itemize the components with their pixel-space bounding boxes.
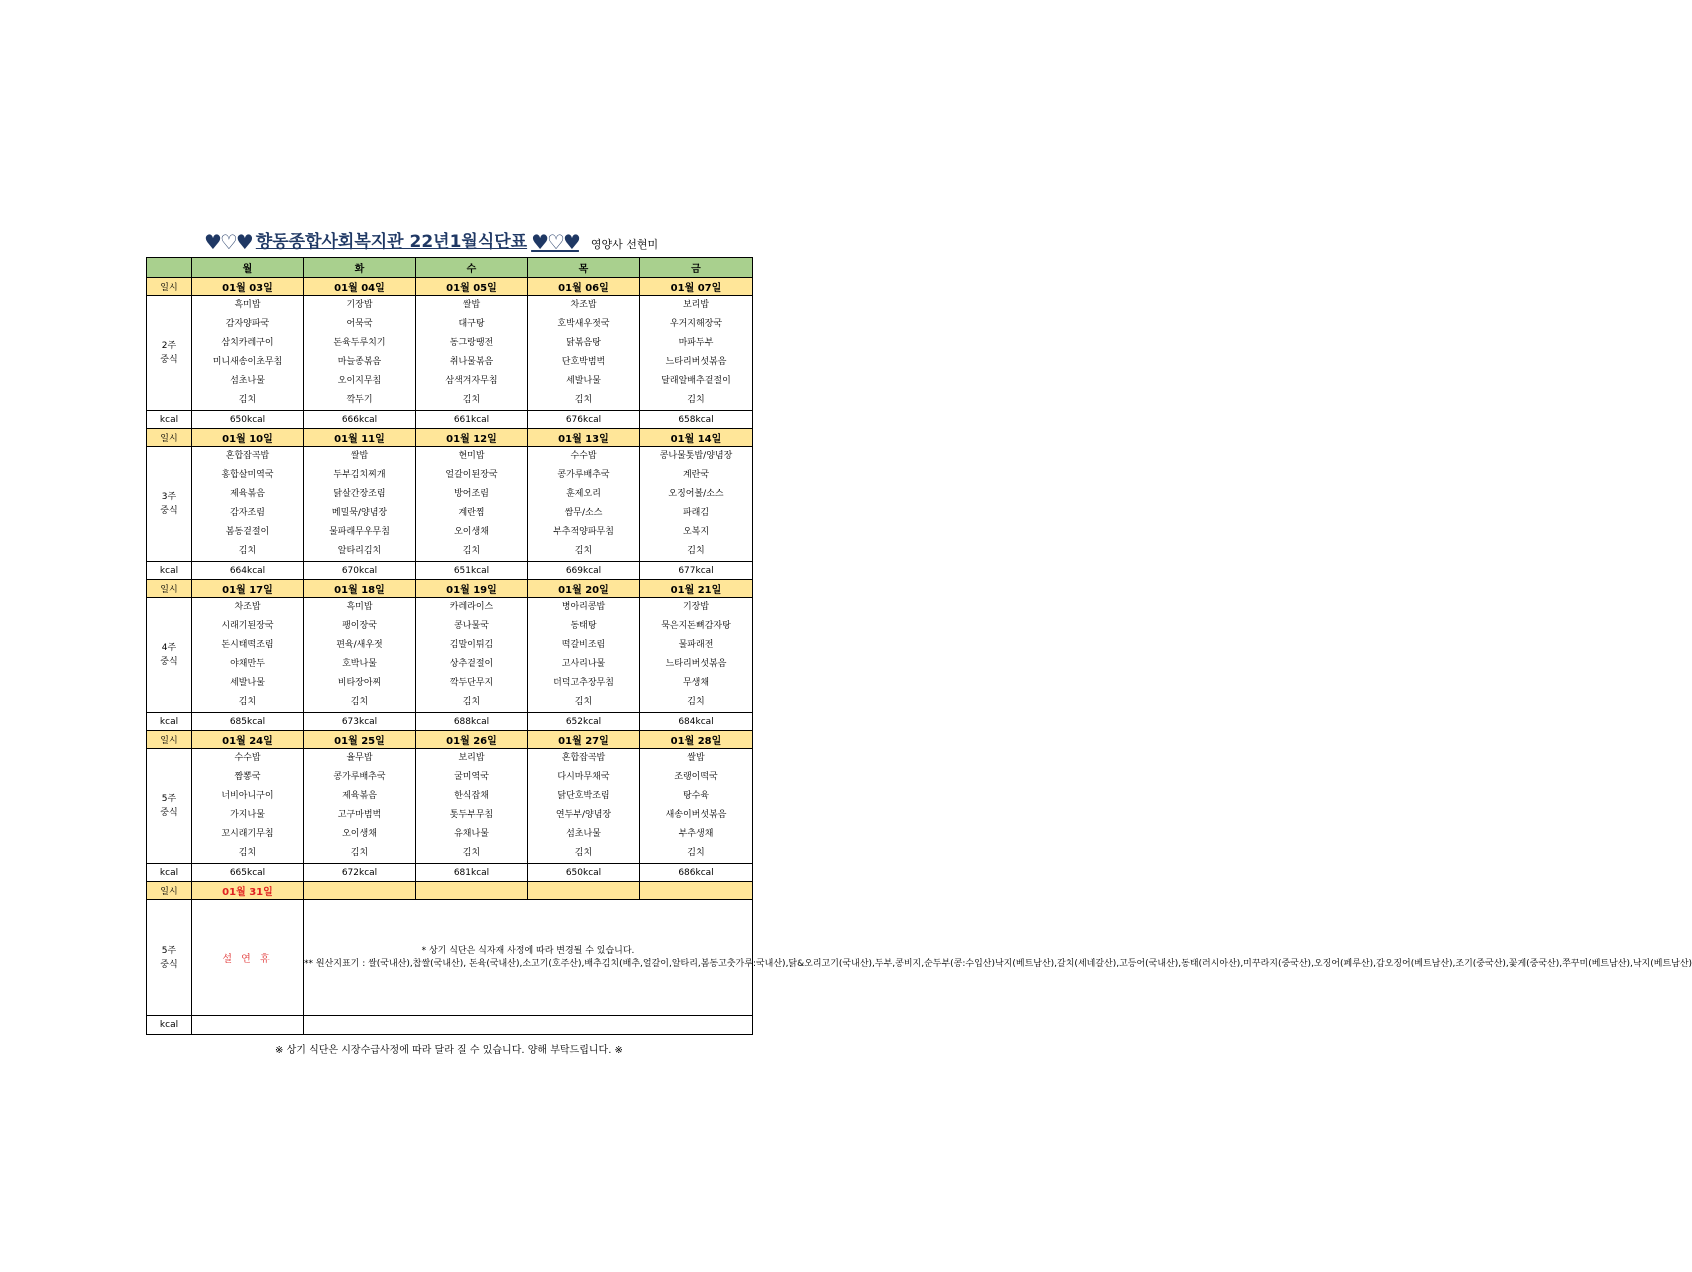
menu-item: 동그랑땡전	[449, 338, 494, 348]
menu-item: 유채나물	[454, 829, 489, 839]
date-label: 일시	[147, 580, 192, 598]
menu-item: 취나물볶음	[449, 357, 494, 367]
menu-item: 쌀밥	[350, 451, 369, 461]
menu-item: 오복지	[682, 527, 710, 537]
menu-item: 얼갈이된장국	[445, 470, 498, 480]
menu-item: 제육볶음	[342, 791, 377, 801]
kcal-cell: 658kcal	[640, 411, 753, 429]
date-cell: 01월 31일	[192, 882, 304, 900]
menu-item: 연두부/양념장	[555, 810, 612, 820]
kcal-label: kcal	[147, 1016, 192, 1035]
week-label	[147, 749, 192, 864]
date-cell: 01월 14일	[640, 429, 753, 447]
menu-item: 감자조림	[230, 508, 265, 518]
kcal-cell: 676kcal	[528, 411, 640, 429]
menu-item: 김치	[238, 848, 257, 858]
kcal-label: kcal	[147, 562, 192, 580]
menu-item: 고구마범벅	[337, 810, 382, 820]
menu-cell	[416, 296, 528, 411]
menu-cell	[528, 296, 640, 411]
menu-item: 봄동겉절이	[225, 527, 270, 537]
kcal-cell: 681kcal	[416, 864, 528, 882]
menu-item: 두부김치찌개	[333, 470, 386, 480]
date-label: 일시	[147, 882, 192, 900]
menu-item: 기장밥	[346, 300, 373, 310]
heart-icons-right: ♥♡♥	[531, 230, 579, 254]
menu-item: 혼합잡곡밥	[561, 753, 606, 763]
week-label	[147, 598, 192, 713]
week-number: 5주	[161, 794, 177, 804]
menu-item: 수수밥	[570, 451, 597, 461]
menu-item: 홍합살미역국	[221, 470, 274, 480]
menu-item: 호박나물	[342, 659, 377, 669]
menu-item: 김치	[238, 546, 257, 556]
kcal-cell: 686kcal	[640, 864, 753, 882]
menu-item: 돈시태떡조림	[221, 640, 274, 650]
date-cell-empty	[528, 882, 640, 900]
menu-item: 굴미역국	[454, 772, 489, 782]
notice-origin: ** 원산지표기 : 쌀(국내산),찹쌀(국내산), 돈육(국내산),소고기(호주산),배추김치(배추,얼갈이,알타리,봄동고춧가루:국내산),닭&오리고기(국내산),두부,콩비지,순두부(콩:수입산)낙지(베트남산),갈치(세네갈산),고등어(국내산),동태(러시아산),미꾸라지(중국산),오징어(페루산),갑오징어(베트남산),조기(중국산),꽃게(중국산),쭈꾸미(베트남산),낙지(베트남산)	[304, 958, 1692, 969]
kcal-cell: 651kcal	[416, 562, 528, 580]
menu-item: 상추겉절이	[449, 659, 494, 669]
menu-cell	[304, 447, 416, 562]
menu-item: 세발나물	[230, 678, 265, 688]
menu-item: 오이생채	[454, 527, 489, 537]
menu-item: 쌀밥	[687, 753, 705, 763]
meal-menu-table	[146, 257, 1692, 1035]
menu-item: 수수밥	[234, 753, 261, 763]
menu-cell	[528, 598, 640, 713]
date-cell: 01월 06일	[528, 278, 640, 296]
menu-item: 깍두단무지	[449, 678, 494, 688]
nutritionist-name: 영양사 선현미	[590, 238, 659, 251]
menu-item: 편육/새우젓	[336, 640, 383, 650]
kcal-cell: 650kcal	[192, 411, 304, 429]
kcal-cell	[304, 1016, 753, 1035]
kcal-cell: 665kcal	[192, 864, 304, 882]
date-cell: 01월 25일	[304, 731, 416, 749]
date-cell: 01월 07일	[640, 278, 753, 296]
date-cell: 01월 03일	[192, 278, 304, 296]
menu-item: 차조밥	[234, 602, 261, 612]
day-header: 목	[528, 258, 640, 278]
date-cell: 01월 12일	[416, 429, 528, 447]
date-cell-empty	[640, 882, 753, 900]
menu-cell	[304, 749, 416, 864]
menu-cell	[192, 296, 304, 411]
menu-item: 비타장아찌	[337, 678, 382, 688]
menu-item: 섬초나물	[566, 829, 601, 839]
menu-item: 고사리나물	[561, 659, 606, 669]
day-header: 월	[192, 258, 304, 278]
menu-item: 돈육두루치기	[333, 338, 386, 348]
menu-item: 김치	[687, 697, 705, 707]
date-row	[147, 278, 753, 296]
date-row	[147, 580, 753, 598]
menu-item: 쌀밥	[462, 300, 481, 310]
menu-item: 물파래무우무침	[329, 527, 390, 537]
kcal-cell: 677kcal	[640, 562, 753, 580]
menu-item: 김치	[462, 697, 481, 707]
date-label: 일시	[147, 429, 192, 447]
menu-item: 흑미밥	[346, 602, 373, 612]
menu-title-bar	[204, 226, 764, 252]
week-number: 2주	[161, 341, 177, 351]
menu-cell	[416, 749, 528, 864]
kcal-row	[147, 562, 753, 580]
menu-item: 묵은지돈뼈감자탕	[661, 621, 731, 631]
footer-note: ※ 상기 식단은 시장수급사정에 따라 달라 질 수 있습니다. 양해 부탁드립니다. ※	[275, 1045, 623, 1056]
date-cell: 01월 26일	[416, 731, 528, 749]
menu-item: 미니새송이초무침	[212, 357, 283, 367]
menu-item: 가지나물	[230, 810, 265, 820]
date-cell: 01월 18일	[304, 580, 416, 598]
holiday-cell: 설 연 휴	[192, 900, 304, 1016]
menu-row	[147, 447, 753, 562]
menu-item: 김말이튀김	[449, 640, 494, 650]
menu-cell	[640, 749, 753, 864]
menu-cell	[192, 749, 304, 864]
menu-item: 김치	[462, 848, 481, 858]
menu-item: 차조밥	[570, 300, 597, 310]
menu-item: 느타리버섯볶음	[665, 659, 727, 669]
menu-item: 보리밥	[682, 300, 710, 310]
menu-item: 닭볶음탕	[566, 338, 601, 348]
kcal-label: kcal	[147, 864, 192, 882]
menu-row	[147, 598, 753, 713]
menu-item: 훈제오리	[566, 489, 601, 499]
menu-item: 탕수육	[682, 791, 710, 801]
date-cell: 01월 05일	[416, 278, 528, 296]
week-number: 4주	[161, 643, 177, 653]
menu-item: 달래알배추겉절이	[661, 376, 731, 386]
corner-cell	[147, 258, 192, 278]
menu-cell	[192, 598, 304, 713]
kcal-cell: 652kcal	[528, 713, 640, 731]
menu-item: 섬초나물	[230, 376, 265, 386]
date-cell: 01월 10일	[192, 429, 304, 447]
menu-item: 떡갈비조림	[561, 640, 606, 650]
kcal-cell: 684kcal	[640, 713, 753, 731]
date-cell: 01월 20일	[528, 580, 640, 598]
menu-item: 계란찜	[458, 508, 485, 518]
date-row	[147, 882, 753, 900]
kcal-cell: 670kcal	[304, 562, 416, 580]
menu-item: 오징어볼/소스	[668, 489, 724, 499]
meal-type: 중식	[160, 808, 178, 818]
kcal-row	[147, 713, 753, 731]
date-cell: 01월 21일	[640, 580, 753, 598]
menu-cell	[528, 447, 640, 562]
date-label: 일시	[147, 278, 192, 296]
menu-item: 방어조림	[454, 489, 489, 499]
date-cell: 01월 04일	[304, 278, 416, 296]
week-number: 3주	[161, 492, 177, 502]
menu-item: 기장밥	[682, 602, 710, 612]
week-number: 5주	[161, 945, 177, 956]
kcal-label: kcal	[147, 411, 192, 429]
menu-item: 닭단호박조림	[557, 791, 610, 801]
menu-item: 팽이장국	[342, 621, 377, 631]
menu-item: 김치	[350, 848, 369, 858]
menu-item: 현미밥	[458, 451, 485, 461]
menu-item: 야채만두	[230, 659, 265, 669]
menu-item: 다시마무채국	[557, 772, 610, 782]
menu-item: 율무밥	[346, 753, 373, 763]
menu-item: 마늘종볶음	[337, 357, 382, 367]
menu-item: 제육볶음	[230, 489, 265, 499]
menu-cell	[304, 296, 416, 411]
holiday-row	[147, 900, 753, 1016]
date-cell-empty	[416, 882, 528, 900]
menu-item: 김치	[462, 546, 481, 556]
menu-cell	[640, 296, 753, 411]
meal-type: 중식	[160, 657, 178, 667]
menu-item: 오이생채	[342, 829, 377, 839]
kcal-cell: 685kcal	[192, 713, 304, 731]
menu-item: 어묵국	[346, 319, 373, 329]
menu-item: 꼬시래기무침	[221, 829, 274, 839]
menu-item: 메밀묵/양념장	[331, 508, 388, 518]
day-header-row	[147, 258, 753, 278]
menu-item: 김치	[350, 697, 369, 707]
menu-item: 우거지해장국	[669, 319, 723, 329]
date-label: 일시	[147, 731, 192, 749]
kcal-cell: 672kcal	[304, 864, 416, 882]
menu-item: 단호박범벅	[561, 357, 606, 367]
menu-item: 계란국	[682, 470, 710, 480]
meal-type: 중식	[160, 959, 178, 970]
kcal-cell: 650kcal	[528, 864, 640, 882]
day-header: 금	[640, 258, 753, 278]
menu-item: 김치	[574, 848, 593, 858]
menu-item: 보리밥	[458, 753, 485, 763]
menu-item: 김치	[687, 546, 705, 556]
date-cell: 01월 13일	[528, 429, 640, 447]
menu-cell	[640, 447, 753, 562]
menu-cell	[528, 749, 640, 864]
menu-item: 흑미밥	[234, 300, 261, 310]
menu-item: 감자양파국	[225, 319, 270, 329]
date-cell: 01월 24일	[192, 731, 304, 749]
meal-type: 중식	[160, 506, 178, 516]
menu-item: 톳두부무침	[449, 810, 494, 820]
kcal-cell: 688kcal	[416, 713, 528, 731]
kcal-row	[147, 411, 753, 429]
menu-item: 동태탕	[570, 621, 597, 631]
day-header: 수	[416, 258, 528, 278]
menu-item: 병아리콩밥	[561, 602, 606, 612]
kcal-label: kcal	[147, 713, 192, 731]
menu-item: 부추적양파무침	[553, 527, 614, 537]
date-cell: 01월 17일	[192, 580, 304, 598]
menu-row	[147, 296, 753, 411]
menu-item: 너비아니구이	[221, 791, 274, 801]
date-cell: 01월 19일	[416, 580, 528, 598]
menu-item: 삼치카레구이	[221, 338, 274, 348]
date-cell: 01월 11일	[304, 429, 416, 447]
menu-item: 콩가루배추국	[333, 772, 386, 782]
menu-item: 김치	[238, 395, 257, 405]
menu-cell	[640, 598, 753, 713]
page-title: 향동종합사회복지관 22년1월식단표	[255, 232, 528, 252]
date-row	[147, 429, 753, 447]
menu-item: 콩나물국	[454, 621, 489, 631]
menu-item: 김치	[574, 697, 593, 707]
menu-item: 오이지무침	[337, 376, 382, 386]
menu-cell	[416, 447, 528, 562]
menu-item: 혼합잡곡밥	[225, 451, 270, 461]
menu-item: 더덕고추장무침	[553, 678, 614, 688]
kcal-row	[147, 864, 753, 882]
menu-row	[147, 749, 753, 864]
menu-cell	[192, 447, 304, 562]
menu-item: 알타리김치	[337, 546, 382, 556]
kcal-cell: 669kcal	[528, 562, 640, 580]
menu-item: 한식잡채	[454, 791, 489, 801]
menu-item: 카레라이스	[449, 602, 494, 612]
kcal-cell: 664kcal	[192, 562, 304, 580]
menu-item: 콩가루배추국	[557, 470, 610, 480]
menu-item: 김치	[238, 697, 257, 707]
menu-item: 새송이버섯볶음	[665, 810, 727, 820]
menu-item: 김치	[462, 395, 481, 405]
menu-item: 대구탕	[458, 319, 485, 329]
menu-item: 김치	[574, 395, 593, 405]
menu-item: 마파두부	[678, 338, 714, 348]
week-label	[147, 296, 192, 411]
menu-item: 느타리버섯볶음	[665, 357, 727, 367]
kcal-cell: 673kcal	[304, 713, 416, 731]
week-label	[147, 447, 192, 562]
kcal-cell: 661kcal	[416, 411, 528, 429]
menu-item: 김치	[574, 546, 593, 556]
heart-icons-left: ♥♡♥	[204, 230, 252, 254]
menu-cell	[416, 598, 528, 713]
notice-change: * 상기 식단은 식자재 사정에 따라 변경될 수 있습니다.	[421, 945, 635, 956]
kcal-cell: 666kcal	[304, 411, 416, 429]
menu-item: 깍두기	[346, 395, 373, 405]
menu-item: 콩나물톳밥/양념장	[659, 451, 733, 461]
menu-item: 짬뽕국	[234, 772, 261, 782]
menu-item: 부추생채	[678, 829, 714, 839]
menu-item: 김치	[687, 848, 705, 858]
date-cell: 01월 27일	[528, 731, 640, 749]
menu-cell	[304, 598, 416, 713]
menu-item: 김치	[687, 395, 705, 405]
date-row	[147, 731, 753, 749]
menu-item: 세발나물	[566, 376, 601, 386]
menu-item: 삼색겨자무침	[445, 376, 498, 386]
menu-item: 파래김	[682, 508, 710, 518]
date-cell-empty	[304, 882, 416, 900]
day-header: 화	[304, 258, 416, 278]
menu-item: 물파래전	[678, 640, 714, 650]
menu-item: 조랭이떡국	[674, 772, 718, 782]
menu-item: 무생채	[682, 678, 710, 688]
menu-item: 닭살간장조림	[333, 489, 386, 499]
menu-item: 호박새우젓국	[557, 319, 610, 329]
kcal-row	[147, 1016, 753, 1035]
menu-item: 쌈무/소스	[564, 508, 603, 518]
date-cell: 01월 28일	[640, 731, 753, 749]
kcal-cell	[192, 1016, 304, 1035]
meal-type: 중식	[160, 355, 178, 365]
notice-cell	[304, 900, 1692, 1016]
week-label	[147, 900, 192, 1016]
menu-item: 시래기된장국	[221, 621, 274, 631]
